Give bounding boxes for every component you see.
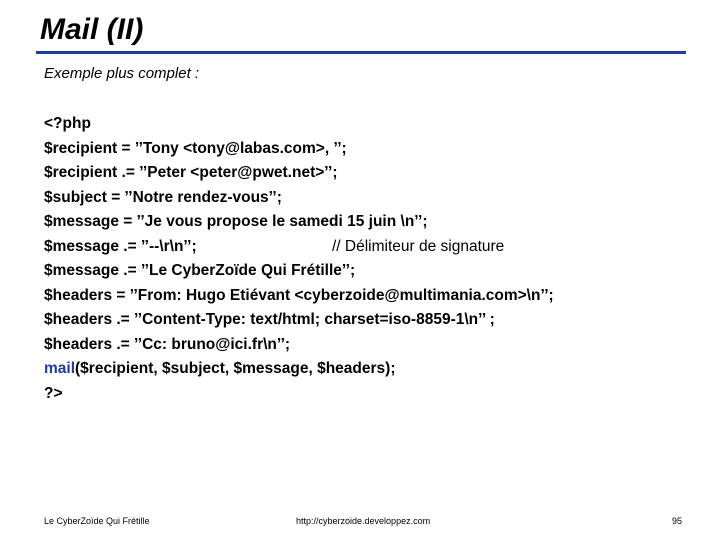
code-line-text: $message .= ’’--\r\n’’; xyxy=(44,237,197,255)
code-line xyxy=(44,357,704,382)
title-underline xyxy=(36,51,686,54)
code-line-text: $recipient .= ’’Peter <peter@pwet.net>’’; xyxy=(44,164,338,181)
code-line-text: $headers .= ’’Content-Type: text/html; charset=iso-8859-1\n’’ ; xyxy=(44,311,495,328)
page-number: 95 xyxy=(672,516,683,526)
code-line-text: ($recipient, $subject, $message, $headers); xyxy=(75,360,396,377)
code-line-text: ?> xyxy=(44,384,63,402)
code-line-text: $subject = ’’Notre rendez-vous’’; xyxy=(44,188,282,206)
code-line xyxy=(44,186,704,211)
code-line xyxy=(44,284,704,309)
code-comment: // Délimiteur de signature xyxy=(332,237,505,255)
code-block xyxy=(44,112,704,406)
slide-subtitle: Exemple plus complet : xyxy=(44,65,200,82)
footer-author: Le CyberZoïde Qui Frétille xyxy=(44,516,150,526)
code-line xyxy=(44,333,704,358)
code-line xyxy=(44,112,704,137)
code-line xyxy=(44,137,704,162)
code-line xyxy=(44,259,704,284)
code-line xyxy=(44,382,704,407)
code-line xyxy=(44,210,704,235)
code-line-text: $message = ’’Je vous propose le samedi 15 juin \n’’; xyxy=(44,213,428,230)
code-line xyxy=(44,235,704,260)
code-line-text: $headers = ’’From: Hugo Etiévant <cyberzoide@multimania.com>\n’’; xyxy=(44,286,554,304)
code-line xyxy=(44,161,704,186)
code-line-text: $headers .= ’’Cc: bruno@ici.fr\n’’; xyxy=(44,335,291,353)
code-line-text: $message .= ’’Le CyberZoïde Qui Frétille’’; xyxy=(44,262,356,279)
footer-url: http://cyberzoide.developpez.com xyxy=(296,516,431,526)
code-line-text: <?php xyxy=(44,115,91,132)
code-line xyxy=(44,308,704,333)
mail-function-name: mail xyxy=(44,360,76,377)
code-line-text: $recipient = ’’Tony <tony@labas.com>, ’’; xyxy=(44,139,347,157)
slide-title: Mail (II) xyxy=(40,13,144,46)
